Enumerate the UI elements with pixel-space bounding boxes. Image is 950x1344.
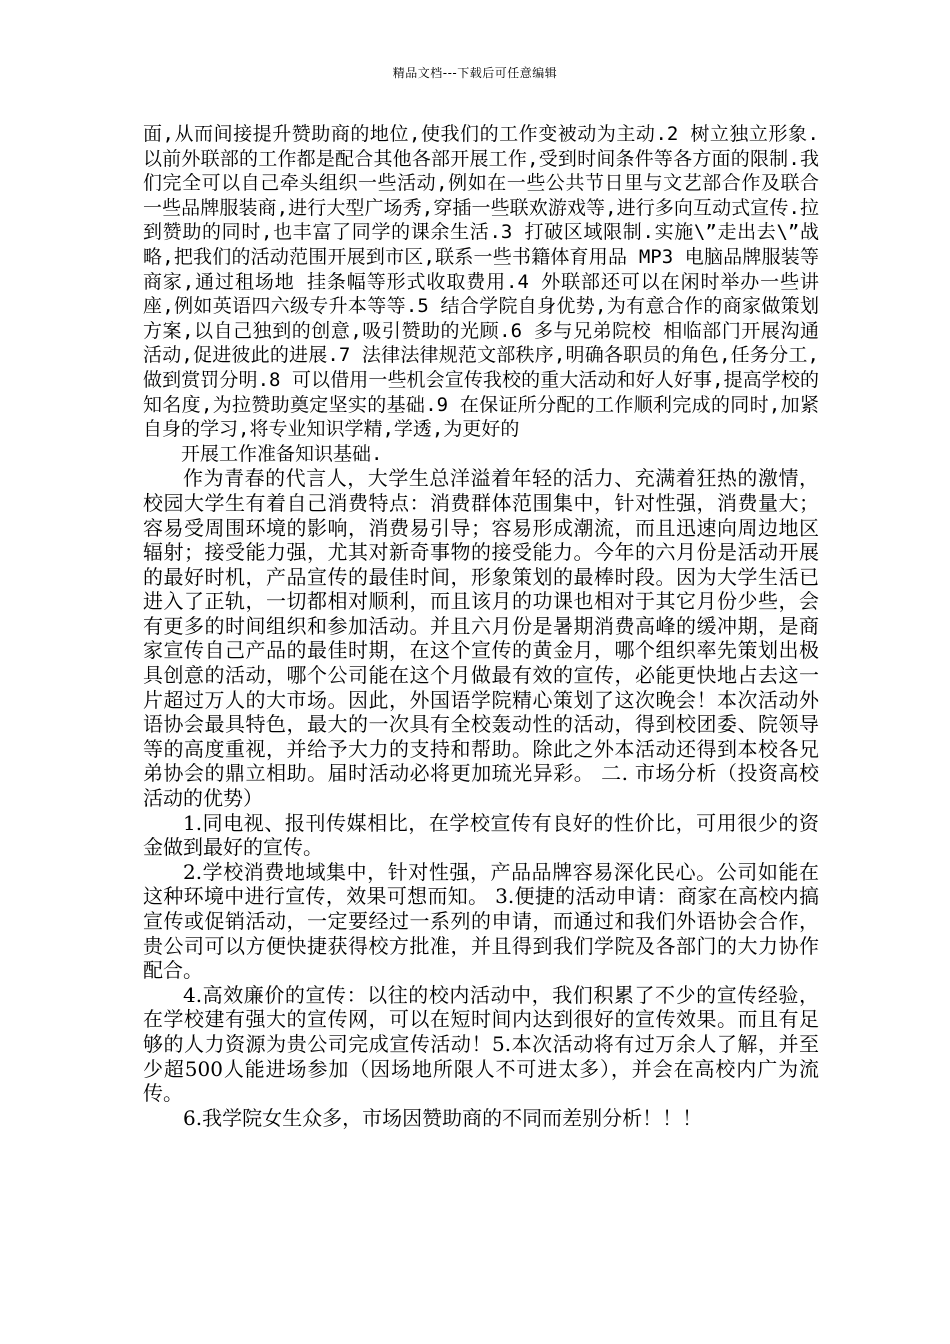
paragraph-4: 1.同电视、报刊传媒相比，在学校宣传有良好的性价比，可用很少的资金做到最好的宣传。 <box>143 810 819 860</box>
paragraph-5: 2.学校消费地域集中，针对性强，产品品牌容易深化民心。公司如能在这种环境中进行宣传，效果可想而知。 3.便捷的活动申请：商家在高校内搞宣传或促销活动，一定要经过一系列的申请，而通过和我们外语协会合作，贵公司可以方便快捷获得校方批准，并且得到我们学院及各部门的大力协作配合。 <box>143 859 819 983</box>
document-body <box>143 122 819 1130</box>
paragraph-1: 面,从而间接提升赞助商的地位,使我们的工作变被动为主动.2 树立独立形象.以前外联部的工作都是配合其他各部开展工作,受到时间条件等各方面的限制.我们完全可以自己牵头组织一些活动,例如在一些公共节日里与文艺部合作及联合一些品牌服装商,进行大型广场秀,穿插一些联欢游戏等,进行多向互动式宣传.拉到赞助的同时,也丰富了同学的课余生活.3 打破区域限制.实施\”走出去\”战略,把我们的活动范围开展到市区,联系一些书籍体育用品 MP3 电脑品牌服装等商家,通过租场地 挂条幅等形式收取费用.4 外联部还可以在闲时举办一些讲座,例如英语四六级专升本等等.5 结合学院自身优势,为有意合作的商家做策划方案,以自己独到的创意,吸引赞助的光顾.6 多与兄弟院校 相临部门开展沟通活动,促进彼此的进展.7 法律法律规范文部秩序,明确各职员的角色,任务分工,做到赏罚分明.8 可以借用一些机会宣传我校的重大活动和好人好事,提高学校的知名度,为拉赞助奠定坚实的基础.9 在保证所分配的工作顺利完成的同时,加紧自身的学习,将专业知识学精,学透,为更好的 <box>143 123 819 441</box>
paragraph-2: 开展工作准备知识基础. <box>181 442 383 465</box>
paragraph-6: 4.高效廉价的宣传：以往的校内活动中，我们积累了不少的宣传经验，在学校建有强大的宣传网，可以在短时间内达到很好的宣传效果。而且有足够的人力资源为贵公司完成宣传活动！5.本次活动将有过万余人了解，并至少超500人能进场参加（因场地所限人不可进太多），并会在高校内广为流传。 <box>143 982 819 1106</box>
paragraph-3: 作为青春的代言人，大学生总洋溢着年轻的活力、充满着狂热的激情，校园大学生有着自己消费特点：消费群体范围集中，针对性强，消费量大；容易受周围环境的影响，消费易引导；容易形成潮流，而且迅速向周边地区辐射；接受能力强，尤其对新奇事物的接受能力。今年的六月份是活动开展的最好时机，产品宣传的最佳时间，形象策划的最棒时段。因为大学生活已进入了正轨，一切都相对顺利，而且该月的功课也相对于其它月份少些，会有更多的时间组织和参加活动。并且六月份是暑期消费高峰的缓冲期，是商家宣传自己产品的最佳时期，在这个宣传的黄金月，哪个组织率先策划出极具创意的活动，哪个公司能在这个月做最有效的宣传，必能更快地占去这一片超过万人的大市场。因此，外国语学院精心策划了这次晚会！本次活动外语协会最具特色，最大的一次具有全校轰动性的活动，得到校团委、院领导等的高度重视，并给予大力的支持和帮助。除此之外本活动还得到本校各兄弟协会的鼎立相助。届时活动必将更加琉光异彩。 二. 市场分析（投资高校活动的优势） <box>143 466 819 811</box>
page-header: 精品文档---下载后可任意编辑 <box>392 66 558 80</box>
paragraph-7: 6.我学院女生众多，市场因赞助商的不同而差别分析！！！ <box>183 1105 703 1130</box>
